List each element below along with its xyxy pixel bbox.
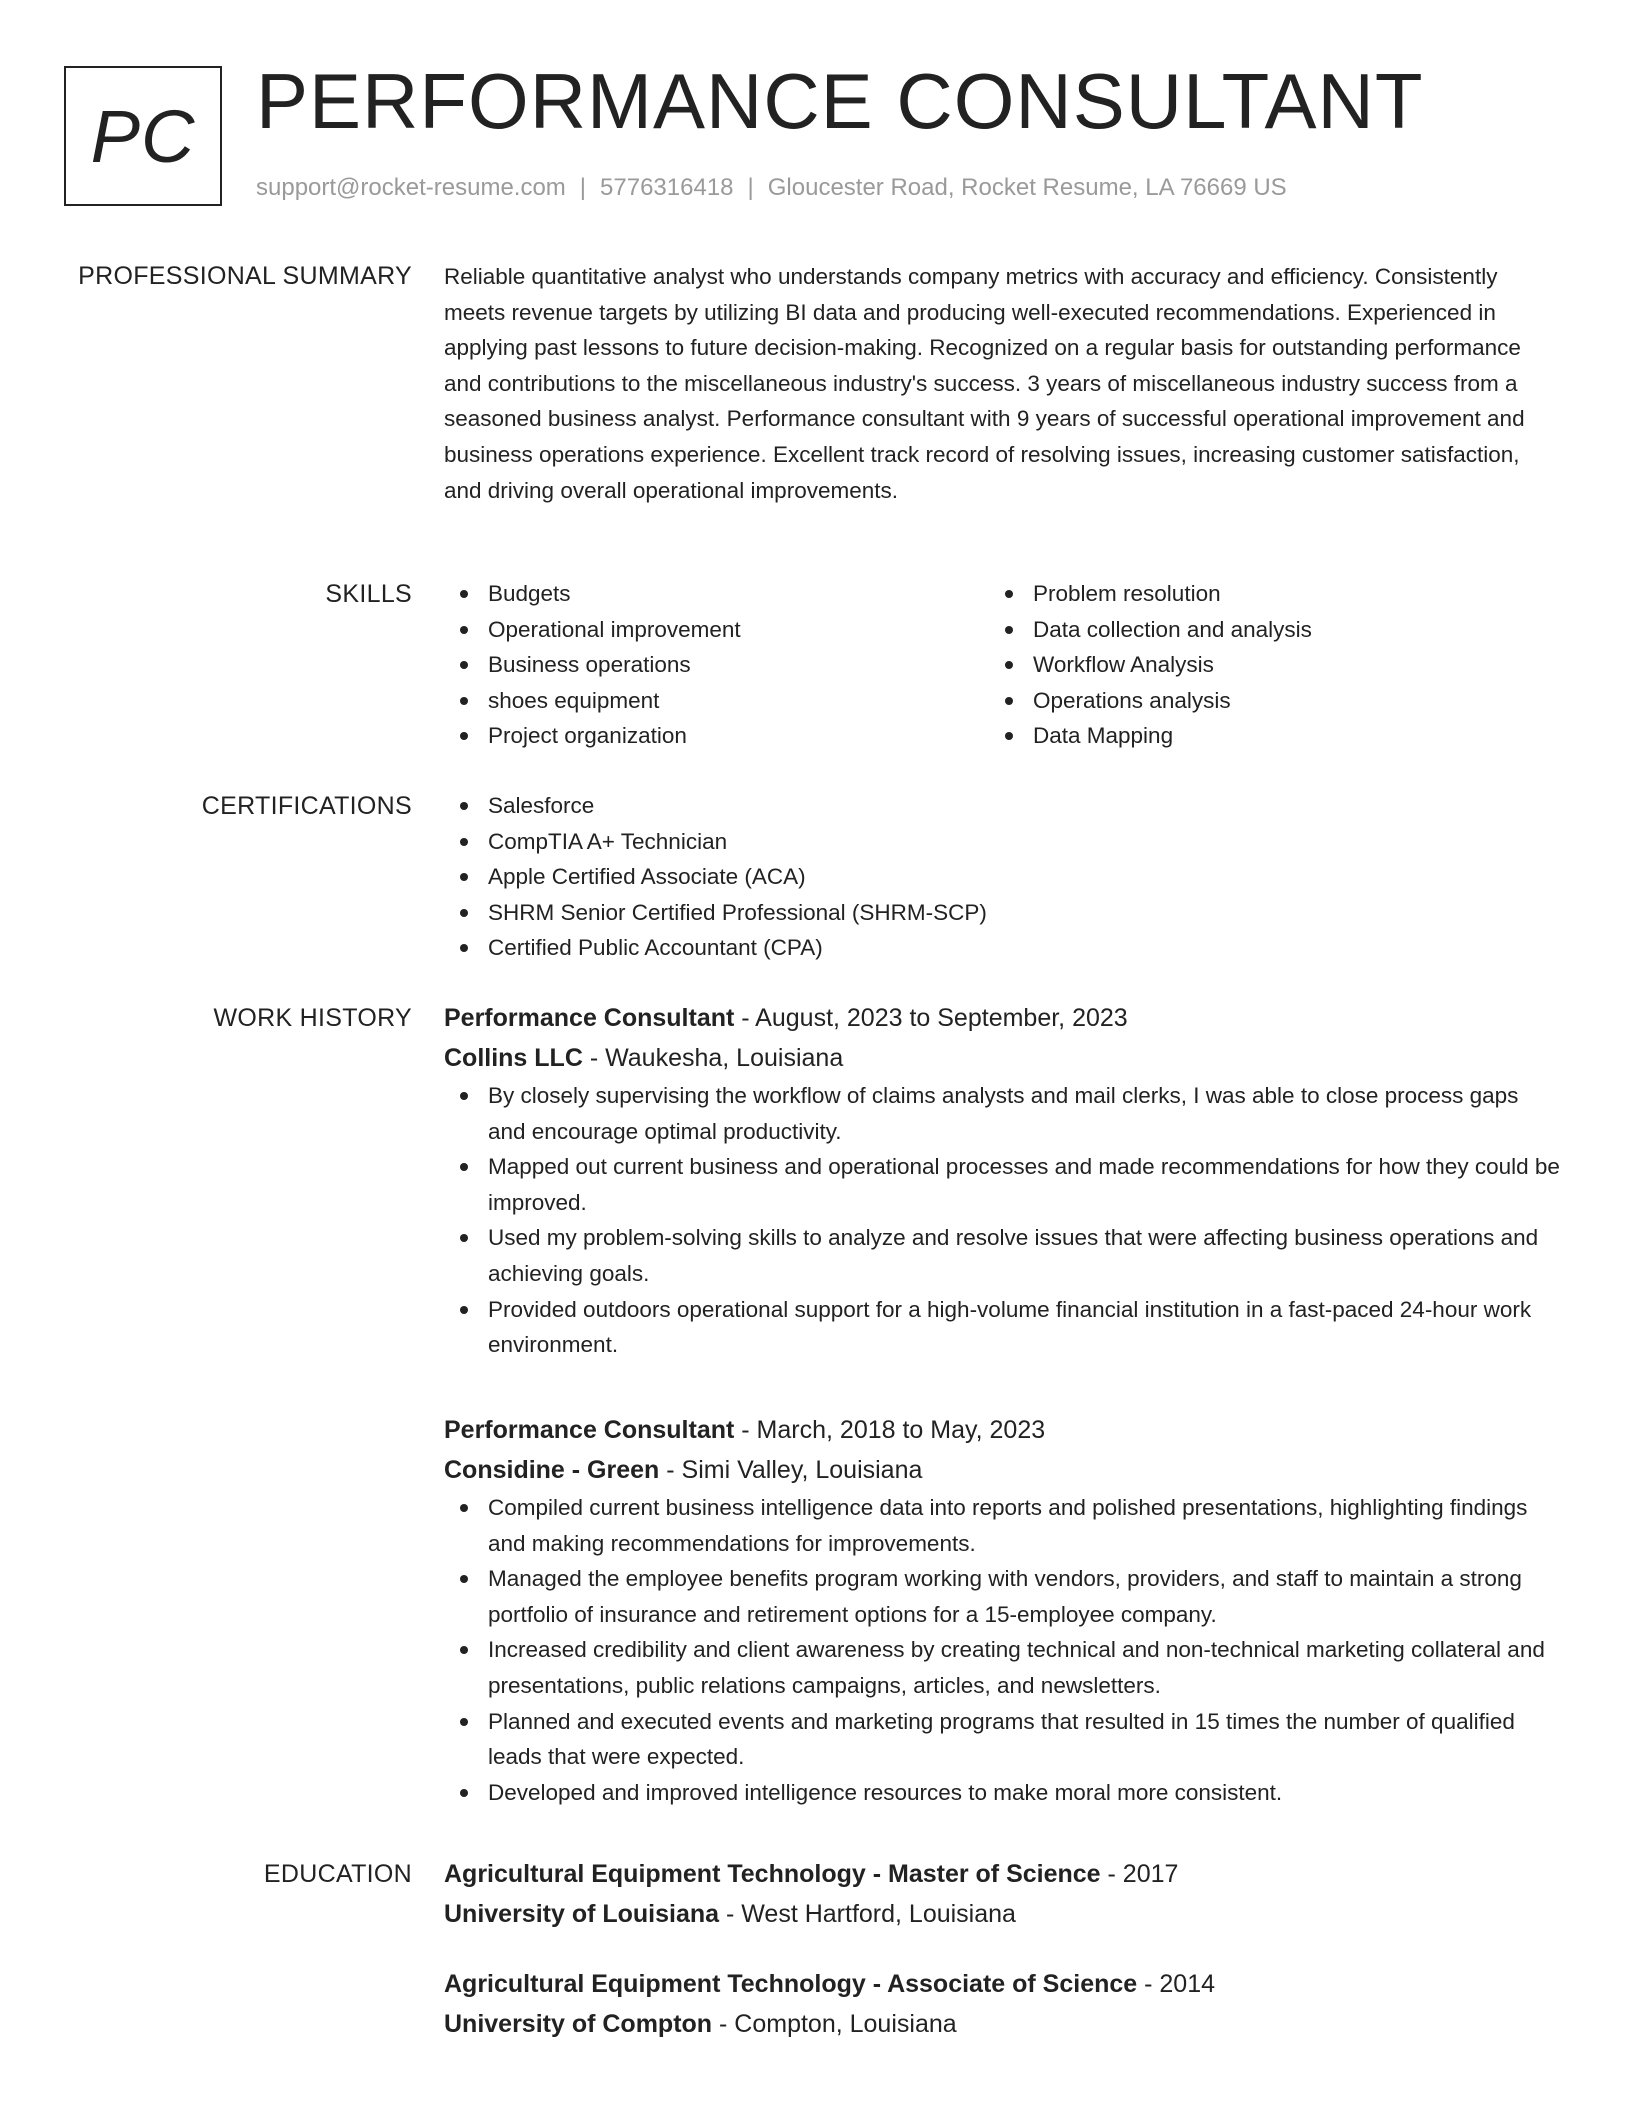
summary-text: Reliable quantitative analyst who understands company metrics with accuracy and efficiency. Consistently meets revenue targets by utilizing BI data and producing well-executed recommendations. Experienced in applying past lessons to future decision-making. Recognized on a regular basis for outstanding performance and contributions to the miscellaneous industry's success. 3 years of miscellaneous industry success from a seasoned business analyst. Performance consultant with 9 years of successful operational improvement and business operations experience. Excellent track record of resolving issues, increasing customer satisfaction, and driving overall operational improvements. bbox=[444, 264, 1525, 503]
education-year: - 2017 bbox=[1100, 1860, 1179, 1888]
skill-item: Problem resolution bbox=[989, 576, 1534, 612]
section-title: CERTIFICATIONS bbox=[201, 792, 412, 820]
job-location: - Waukesha, Louisiana bbox=[582, 1044, 844, 1072]
job-role: Performance Consultant bbox=[444, 1004, 735, 1032]
job-bullet: Planned and executed events and marketing programs that resulted in 15 times the number of qualified leads that were expected. bbox=[444, 1704, 1560, 1775]
job-bullet: Used my problem-solving skills to analyze and resolve issues that were affecting business operations and achieving goals. bbox=[444, 1220, 1560, 1291]
monogram-logo: PC bbox=[64, 66, 222, 206]
contact-email[interactable]: support@rocket-resume.com bbox=[256, 174, 566, 201]
certification-item: CompTIA A+ Technician bbox=[444, 824, 1560, 860]
section-title: SKILLS bbox=[325, 580, 412, 608]
contact-phone[interactable]: 5776316418 bbox=[600, 174, 734, 201]
job-title-line bbox=[444, 998, 1560, 1038]
education-entry bbox=[444, 1854, 1560, 1934]
education-degree-line bbox=[444, 1854, 1560, 1894]
job-bullet: Provided outdoors operational support for a high-volume financial institution in a fast-paced 24-hour work environment. bbox=[444, 1292, 1560, 1363]
job-bullet: Developed and improved intelligence resources to make moral more consistent. bbox=[444, 1775, 1560, 1811]
skill-item: shoes equipment bbox=[444, 683, 989, 719]
job-company-line bbox=[444, 1450, 1560, 1490]
job-company: Considine - Green bbox=[444, 1456, 660, 1484]
candidate-name: PERFORMANCE CONSULTANT bbox=[256, 57, 1424, 145]
certifications-body bbox=[444, 788, 1560, 966]
education-school: University of Compton bbox=[444, 2010, 713, 2038]
section-title: EDUCATION bbox=[263, 1860, 412, 1888]
section-title: WORK HISTORY bbox=[213, 1004, 412, 1032]
job-bullet: Mapped out current business and operational processes and made recommendations for how they could be improved. bbox=[444, 1149, 1560, 1220]
contact-separator: | bbox=[747, 174, 754, 201]
skill-item: Workflow Analysis bbox=[989, 647, 1534, 683]
job-location: - Simi Valley, Louisiana bbox=[659, 1456, 923, 1484]
job-bullet: Managed the employee benefits program working with vendors, providers, and staff to maintain a strong portfolio of insurance and retirement options for a 15-employee company. bbox=[444, 1561, 1560, 1632]
job-company: Collins LLC bbox=[444, 1044, 583, 1072]
job-bullet: Increased credibility and client awareness by creating technical and non-technical marketing collateral and presentations, public relations campaigns, articles, and newsletters. bbox=[444, 1632, 1560, 1703]
education-entry bbox=[444, 1964, 1560, 2044]
job-role: Performance Consultant bbox=[444, 1416, 735, 1444]
job-title-line bbox=[444, 1410, 1560, 1450]
education-school-line bbox=[444, 1894, 1560, 1934]
job-entry bbox=[444, 1410, 1560, 1810]
certification-item: SHRM Senior Certified Professional (SHRM-SCP) bbox=[444, 895, 1560, 931]
job-bullets bbox=[444, 1078, 1560, 1363]
skill-item: Business operations bbox=[444, 647, 989, 683]
education-school-line bbox=[444, 2004, 1560, 2044]
job-company-line bbox=[444, 1038, 1560, 1078]
skill-item: Operational improvement bbox=[444, 612, 989, 648]
education-location: - West Hartford, Louisiana bbox=[719, 1900, 1016, 1928]
contact-address: Gloucester Road, Rocket Resume, LA 76669 US bbox=[767, 174, 1287, 201]
job-dates: - August, 2023 to September, 2023 bbox=[734, 1004, 1128, 1032]
skill-item: Data Mapping bbox=[989, 718, 1534, 754]
job-bullet: By closely supervising the workflow of claims analysts and mail clerks, I was able to close process gaps and encourage optimal productivity. bbox=[444, 1078, 1560, 1149]
education-degree: Agricultural Equipment Technology - Master of Science bbox=[444, 1860, 1101, 1888]
job-dates: - March, 2018 to May, 2023 bbox=[734, 1416, 1046, 1444]
certifications-list bbox=[444, 788, 1560, 966]
job-entry bbox=[444, 998, 1560, 1363]
section-title: PROFESSIONAL SUMMARY bbox=[78, 262, 412, 290]
skill-item: Operations analysis bbox=[989, 683, 1534, 719]
skills-list-left bbox=[444, 576, 989, 754]
education-year: - 2014 bbox=[1137, 1970, 1216, 1998]
skill-item: Budgets bbox=[444, 576, 989, 612]
skill-item: Project organization bbox=[444, 718, 989, 754]
contact-line bbox=[256, 172, 1287, 204]
education-degree: Agricultural Equipment Technology - Associate of Science bbox=[444, 1970, 1138, 1998]
certification-item: Salesforce bbox=[444, 788, 1560, 824]
skills-columns bbox=[444, 576, 1560, 754]
skills-list-right bbox=[989, 576, 1534, 754]
contact-separator: | bbox=[579, 174, 587, 201]
job-bullet: Compiled current business intelligence data into reports and polished presentations, highlighting findings and making recommendations for improvements. bbox=[444, 1490, 1560, 1561]
education-degree-line bbox=[444, 1964, 1560, 2004]
job-bullets bbox=[444, 1490, 1560, 1810]
certification-item: Certified Public Accountant (CPA) bbox=[444, 930, 1560, 966]
skill-item: Data collection and analysis bbox=[989, 612, 1534, 648]
education-location: - Compton, Louisiana bbox=[712, 2010, 957, 2038]
certification-item: Apple Certified Associate (ACA) bbox=[444, 859, 1560, 895]
education-school: University of Louisiana bbox=[444, 1900, 720, 1928]
